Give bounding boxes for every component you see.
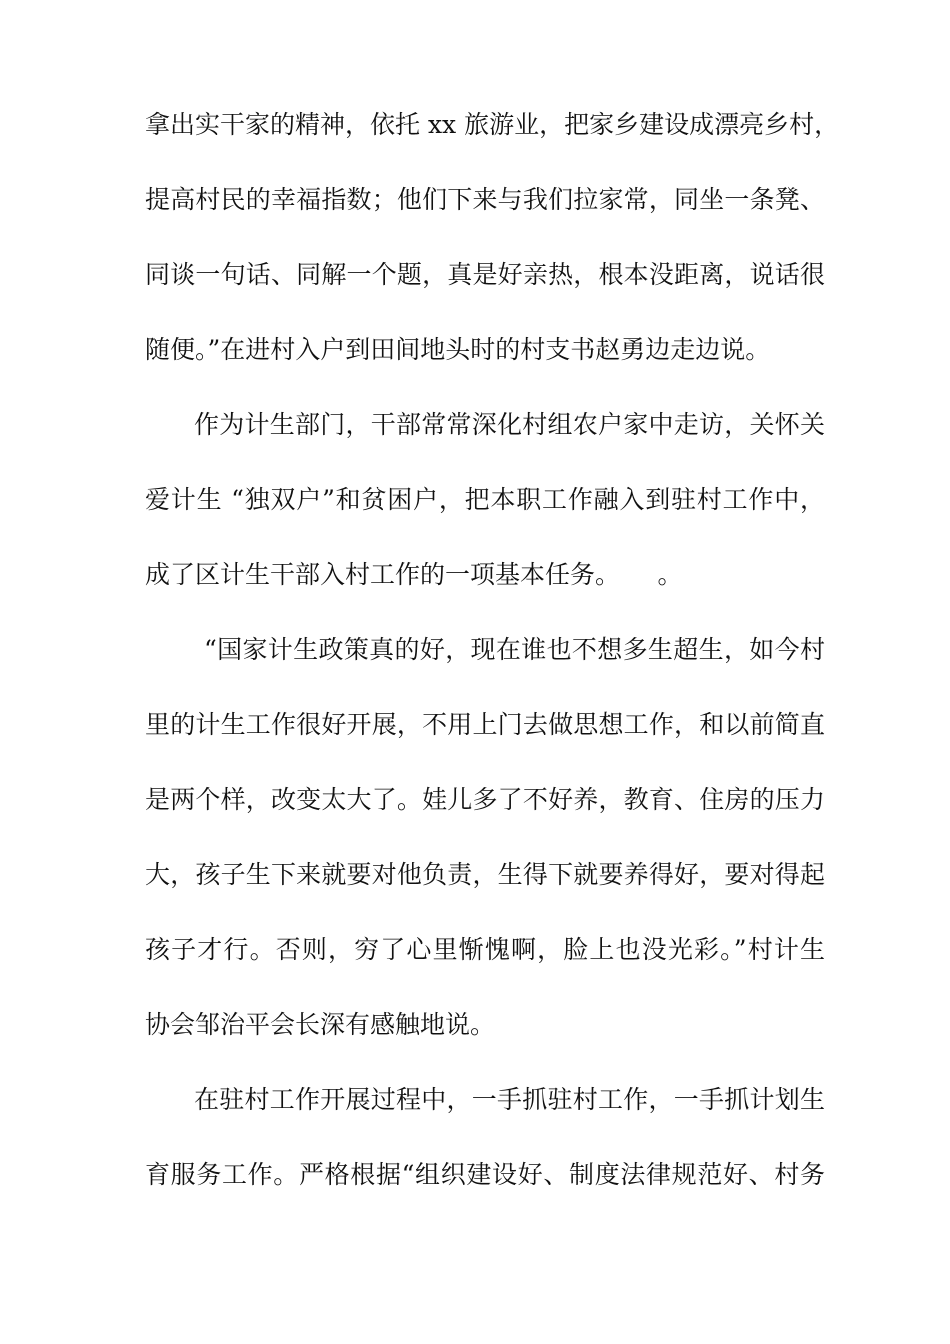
text-line-10: 是两个样，改变太大了。娃儿多了不好养，教育、住房的压力 <box>145 785 825 814</box>
text-line-12: 孩子才行。否则，穷了心里惭愧啊，脸上也没光彩。”村计生 <box>145 935 825 964</box>
text-line-2: 提高村民的幸福指数；他们下来与我们拉家常，同坐一条凳、 <box>145 185 825 214</box>
text-line-11: 大，孩子生下来就要对他负责，生得下就要养得好，要对得起 <box>145 860 825 889</box>
text-line-5: 作为计生部门，干部常常深化村组农户家中走访，关怀关 <box>194 410 825 439</box>
text-line-3: 同谈一句话、同解一个题，真是好亲热，根本没距离，说话很 <box>145 260 825 289</box>
text-line-8: “国家计生政策真的好，现在谁也不想多生超生，如今村 <box>204 635 825 664</box>
text-line-15: 育服务工作。严格根据“组织建设好、制度法律规范好、村务 <box>145 1160 825 1189</box>
text-line-9: 里的计生工作很好开展，不用上门去做思想工作，和以前简直 <box>145 710 825 739</box>
text-line-1: 拿出实干家的精神，依托 xx 旅游业，把家乡建设成漂亮乡村， <box>145 110 840 139</box>
text-line-14: 在驻村工作开展过程中，一手抓驻村工作，一手抓计划生 <box>194 1085 825 1114</box>
text-line-6: 爱计生 “独双户”和贫困户，把本职工作融入到驻村工作中， <box>145 485 825 514</box>
text-line-13: 协会邹治平会长深有感触地说。 <box>145 1010 496 1039</box>
text-line-4: 随便。”在进村入户到田间地头时的村支书赵勇边走边说。 <box>145 335 771 364</box>
text-line-7: 成了区计生干部入村工作的一项基本任务。 。 <box>145 560 683 589</box>
